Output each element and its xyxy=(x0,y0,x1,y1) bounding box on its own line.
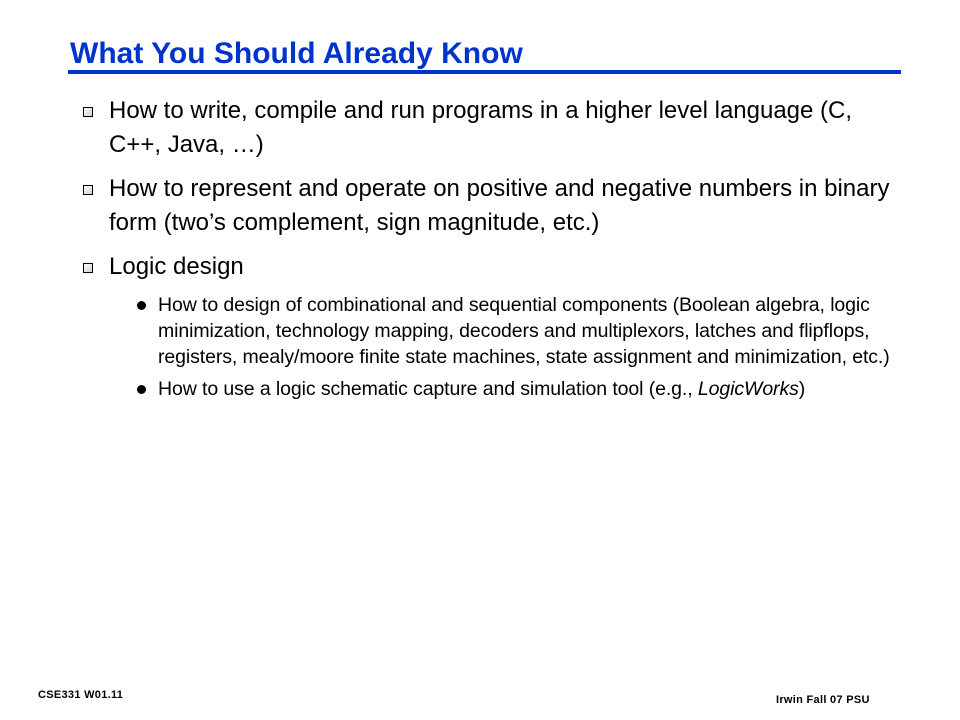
bullet-item xyxy=(80,172,900,240)
square-bullet-icon xyxy=(83,263,93,273)
sub-bullet-text-emphasis: LogicWorks xyxy=(697,378,799,400)
square-bullet-icon xyxy=(83,185,93,195)
slide-content xyxy=(80,94,900,408)
footer-course-label: CSE331 W01.11 xyxy=(38,689,124,701)
round-bullet-icon xyxy=(137,301,146,310)
sub-bullet-text: How to design of combinational and sequential components (Boolean algebra, logic minimization, technology mapping, decoders and multiplexors, latches and flipflops, registers, mealy/moore finite state machines, state assignment and minimization, etc.) xyxy=(158,294,890,368)
footer-author-label: Irwin Fall 07 PSU xyxy=(776,694,870,706)
round-bullet-icon xyxy=(137,385,146,394)
sub-bullet-item xyxy=(80,292,900,370)
bullet-text: Logic design xyxy=(109,253,244,280)
sub-bullet-text-prefix: How to use a logic schematic capture and simulation tool (e.g., xyxy=(158,378,698,400)
slide-title: What You Should Already Know xyxy=(70,37,523,70)
bullet-item xyxy=(80,250,900,284)
title-underline xyxy=(68,70,901,74)
bullet-text: How to represent and operate on positive and negative numbers in binary form (two’s complement, sign magnitude, etc.) xyxy=(109,175,890,236)
square-bullet-icon xyxy=(83,107,93,117)
sub-bullet-item xyxy=(80,376,900,402)
bullet-text: How to write, compile and run programs in a higher level language (C, C++, Java, …) xyxy=(109,97,853,158)
bullet-item xyxy=(80,94,900,162)
sub-bullet-text-suffix: ) xyxy=(798,378,806,400)
